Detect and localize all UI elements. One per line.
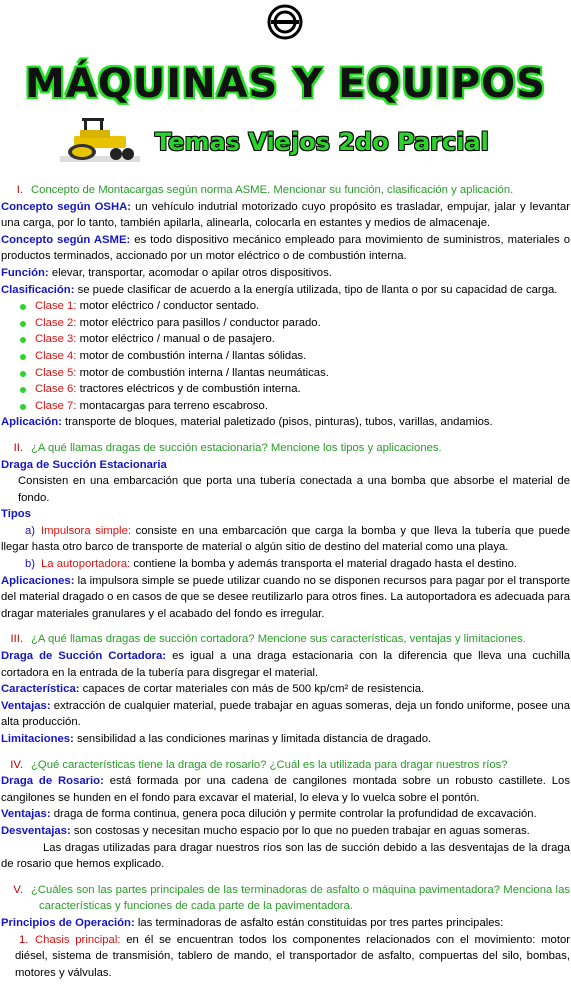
chasis-paragraph: 1. Chasis principal: en él se encuentran todos los componentes relacionados con el movimiento: motor diésel, sistema de transmisión, tablero de mando, el transportador de asfalto, compuertas del silo, bombas, motores y válvulas. bbox=[15, 933, 570, 979]
logo-icon bbox=[267, 4, 303, 40]
list-item: Clase 3: motor eléctrico / manual o de pasajero. bbox=[1, 331, 570, 348]
section-4-heading: IV. ¿Qué características tiene la draga de rosario? ¿Cuál es la utilizada para dragar nuestros ríos? bbox=[10, 758, 508, 771]
principios-paragraph: Principios de Operación: las terminadoras de asfalto están constituidas por tres partes principales: bbox=[1, 916, 504, 929]
draga-estacionaria-paragraph: Consisten en una embarcación que porta una tubería conectada a una bomba que absorbe el material de fondo. bbox=[18, 475, 570, 504]
list-item: Clase 4: motor de combustión interna / llantas sólidas. bbox=[1, 348, 570, 365]
draga-cortadora-paragraph: Draga de Succión Cortadora: es igual a una draga estacionaria con la diferencia que lleva una cuchilla cortadora en la entrada de la tubería para disgregar el material. bbox=[1, 650, 570, 679]
section-5-heading: V. ¿Cuáles son las partes principales de las terminadoras de asfalto o máquina pavimentadora? Menciona las características y funciones de cada parte de la pavimentadora. bbox=[13, 883, 570, 913]
impulsora-paragraph: a) Impulsora simple: consiste en una embarcación que carga la bomba y que lleva la tubería que puede llegar hasta otro barco de transporte de material o algún sitio de destino del material como una playa. bbox=[1, 524, 571, 554]
clasificacion-paragraph: Clasificación: se puede clasificar de acuerdo a la energía utilizada, tipo de llanta o por su capacidad de carga. bbox=[1, 283, 558, 296]
aplicacion-paragraph: Aplicación: transporte de bloques, material paletizado (pisos, pinturas), tubos, varillas, andamios. bbox=[1, 416, 493, 429]
limitaciones-paragraph: Limitaciones: sensibilidad a las condiciones marinas y limitada distancia de dragado. bbox=[1, 733, 432, 745]
asme-paragraph: Concepto según ASME: es todo dispositivo mecánico empleado para movimiento de suministros, materiales o productos terminados, accionado por un motor eléctrico o de combustión interna. bbox=[1, 233, 570, 263]
draga-estacionaria-title: Draga de Succión Estacionaria bbox=[1, 458, 167, 471]
aplicaciones-paragraph: Aplicaciones: la impulsora simple se puede utilizar cuando no se disponen recursos para pagar por el transporte del material dragado o en casos de que se desee reutilizarlo para otros fines. La autoportadora es adecuada para dragar materiales granulares y el acabado del fondo es irregular. bbox=[1, 574, 570, 620]
document-body bbox=[0, 182, 571, 981]
osha-paragraph: Concepto según OSHA: un vehículo indutrial motorizado cuyo propósito es trasladar, empujar, jalar y levantar una carga, por lo tanto, también apilarla, alinearla, colocarla en estantes y medios de almacenaje. bbox=[1, 200, 570, 230]
section-2-heading: II. ¿A qué llamas dragas de succión estacionaria? Mencione los tipos y aplicaciones. bbox=[13, 441, 442, 454]
ventajas-paragraph: Ventajas: extracción de cualquier material, puede trabajar en aguas someras, deja un fondo uniforme, posee una alta producción. bbox=[1, 699, 570, 729]
section-3-heading: III. ¿A qué llamas dragas de succión cortadora? Mencione sus características, ventajas y limitaciones. bbox=[10, 633, 526, 646]
tipos-label: Tipos bbox=[1, 508, 31, 521]
caracteristica-paragraph: Característica: capaces de cortar materiales con más de 500 kp/cm² de resistencia. bbox=[1, 683, 425, 696]
list-item: Clase 1: motor eléctrico / conductor sentado. bbox=[1, 298, 570, 315]
page-subtitle: Temas Viejos 2do Parcial bbox=[155, 128, 489, 156]
rosario-note-paragraph: Las dragas utilizadas para dragar nuestros ríos son las de succión debido a las desventajas de la draga de rosario que hemos explicado. bbox=[1, 841, 570, 871]
list-item: Clase 5: motor de combustión interna / llantas neumáticas. bbox=[1, 365, 570, 382]
section-1-heading: I. Concepto de Montacargas según norma ASME. Mencionar su función, clasificación y aplicación. bbox=[16, 184, 514, 196]
list-item: Clase 2: motor eléctrico para pasillos / conductor parado. bbox=[1, 315, 570, 332]
autoportadora-paragraph: b) La autoportadora: contiene la bomba y además transporta el material dragado hasta el destino. bbox=[24, 558, 518, 571]
rosario-ventajas-paragraph: Ventajas: draga de forma continua, genera poca dilución y permite controlar la profundidad de excavación. bbox=[1, 808, 537, 821]
list-item: Clase 6: tractores eléctricos y de combustión interna. bbox=[1, 381, 570, 398]
funcion-paragraph: Función: elevar, transportar, acomodar o apilar otros dispositivos. bbox=[1, 266, 332, 279]
road-roller-icon bbox=[60, 112, 140, 164]
rosario-desventajas-paragraph: Desventajas: son costosas y necesitan mucho espacio por lo que no pueden trabajar en aguas someras. bbox=[1, 824, 530, 837]
page-title: MÁQUINAS Y EQUIPOS bbox=[24, 61, 546, 107]
clases-list bbox=[1, 298, 570, 414]
draga-rosario-paragraph: Draga de Rosario: está formada por una cadena de cangilones montada sobre un robusto castillete. Los cangilones se hunden en el fondo para excavar el material, lo eleva y lo vuelca sobre el pontón. bbox=[1, 775, 570, 804]
list-item: Clase 7: montacargas para terreno escabroso. bbox=[1, 398, 570, 415]
